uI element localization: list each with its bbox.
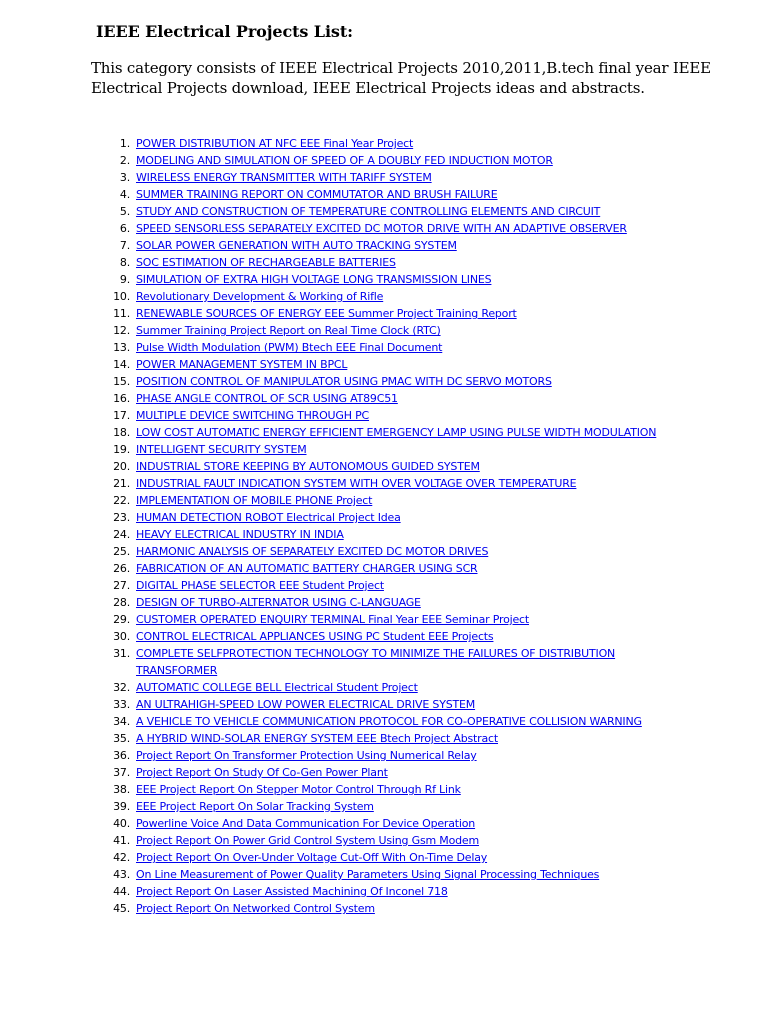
project-list-item bbox=[0, 764, 768, 781]
project-number: 1. bbox=[119, 137, 130, 150]
project-link[interactable]: PHASE ANGLE CONTROL OF SCR USING AT89C51 bbox=[136, 392, 398, 405]
project-number: 32. bbox=[113, 681, 130, 694]
project-list-item bbox=[0, 730, 768, 747]
project-number: 44. bbox=[113, 885, 130, 898]
project-link[interactable]: POWER MANAGEMENT SYSTEM IN BPCL bbox=[136, 358, 348, 371]
project-list-item bbox=[0, 441, 768, 458]
project-number: 12. bbox=[113, 324, 130, 337]
project-list-item bbox=[0, 475, 768, 492]
project-list-item bbox=[0, 237, 768, 254]
project-link[interactable]: SIMULATION OF EXTRA HIGH VOLTAGE LONG TRANSMISSION LINES bbox=[136, 273, 492, 286]
project-list-item bbox=[0, 526, 768, 543]
project-list-item bbox=[0, 628, 768, 645]
project-link[interactable]: MODELING AND SIMULATION OF SPEED OF A DOUBLY FED INDUCTION MOTOR bbox=[136, 154, 553, 167]
project-list-item bbox=[0, 645, 768, 679]
project-list-item bbox=[0, 203, 768, 220]
page-title: IEEE Electrical Projects List: bbox=[96, 22, 353, 41]
project-list-item bbox=[0, 900, 768, 917]
project-list-item bbox=[0, 492, 768, 509]
project-list-item bbox=[0, 543, 768, 560]
intro-paragraph: This category consists of IEEE Electrical Projects 2010,2011,B.tech final year IEEE Electrical Projects download, IEEE Electrical Projects ideas and abstracts. bbox=[91, 59, 711, 97]
project-link[interactable]: Project Report On Over-Under Voltage Cut-Off With On-Time Delay bbox=[136, 851, 488, 864]
project-list-item bbox=[0, 781, 768, 798]
project-link[interactable]: DESIGN OF TURBO-ALTERNATOR USING C-LANGUAGE bbox=[136, 596, 421, 609]
project-list-item bbox=[0, 560, 768, 577]
project-link[interactable]: SOC ESTIMATION OF RECHARGEABLE BATTERIES bbox=[136, 256, 396, 269]
project-number: 16. bbox=[113, 392, 130, 405]
project-link[interactable]: Project Report On Transformer Protection Using Numerical Relay bbox=[136, 749, 477, 762]
project-list-item bbox=[0, 696, 768, 713]
project-list-item bbox=[0, 254, 768, 271]
project-link[interactable]: On Line Measurement of Power Quality Parameters Using Signal Processing Techniques bbox=[136, 868, 600, 881]
project-list-item bbox=[0, 747, 768, 764]
project-link[interactable]: INTELLIGENT SECURITY SYSTEM bbox=[136, 443, 307, 456]
project-number: 22. bbox=[113, 494, 130, 507]
project-list-item bbox=[0, 577, 768, 594]
project-link[interactable]: LOW COST AUTOMATIC ENERGY EFFICIENT EMERGENCY LAMP USING PULSE WIDTH MODULATION bbox=[136, 426, 657, 439]
project-link[interactable]: AUTOMATIC COLLEGE BELL Electrical Student Project bbox=[136, 681, 418, 694]
project-link[interactable]: SPEED SENSORLESS SEPARATELY EXCITED DC MOTOR DRIVE WITH AN ADAPTIVE OBSERVER bbox=[136, 222, 627, 235]
project-number: 42. bbox=[113, 851, 130, 864]
project-list-item bbox=[0, 424, 768, 441]
project-link[interactable]: Project Report On Networked Control System bbox=[136, 902, 375, 915]
project-list-item bbox=[0, 271, 768, 288]
project-number: 28. bbox=[113, 596, 130, 609]
project-link[interactable]: Summer Training Project Report on Real Time Clock (RTC) bbox=[136, 324, 441, 337]
project-number: 14. bbox=[113, 358, 130, 371]
project-number: 21. bbox=[113, 477, 130, 490]
project-list-item bbox=[0, 373, 768, 390]
project-link[interactable]: AN ULTRAHIGH-SPEED LOW POWER ELECTRICAL DRIVE SYSTEM bbox=[136, 698, 476, 711]
project-number: 43. bbox=[113, 868, 130, 881]
project-list-item bbox=[0, 169, 768, 186]
project-list-item bbox=[0, 815, 768, 832]
project-link[interactable]: EEE Project Report On Stepper Motor Control Through Rf Link bbox=[136, 783, 461, 796]
project-list-item bbox=[0, 220, 768, 237]
project-link[interactable]: Pulse Width Modulation (PWM) Btech EEE Final Document bbox=[136, 341, 443, 354]
project-list-item bbox=[0, 356, 768, 373]
project-number: 38. bbox=[113, 783, 130, 796]
project-link[interactable]: EEE Project Report On Solar Tracking System bbox=[136, 800, 374, 813]
project-link[interactable]: INDUSTRIAL FAULT INDICATION SYSTEM WITH OVER VOLTAGE OVER TEMPERATURE bbox=[136, 477, 577, 490]
project-number: 17. bbox=[113, 409, 130, 422]
project-number: 13. bbox=[113, 341, 130, 354]
project-link[interactable]: CONTROL ELECTRICAL APPLIANCES USING PC Student EEE Projects bbox=[136, 630, 494, 643]
project-list-item bbox=[0, 390, 768, 407]
project-number: 6. bbox=[119, 222, 130, 235]
project-link[interactable]: POSITION CONTROL OF MANIPULATOR USING PMAC WITH DC SERVO MOTORS bbox=[136, 375, 552, 388]
project-link[interactable]: COMPLETE SELFPROTECTION TECHNOLOGY TO MINIMIZE THE FAILURES OF DISTRIBUTION TRANSFORMER bbox=[136, 647, 616, 677]
project-number: 2. bbox=[119, 154, 130, 167]
project-number: 20. bbox=[113, 460, 130, 473]
project-link[interactable]: POWER DISTRIBUTION AT NFC EEE Final Year Project bbox=[136, 137, 414, 150]
project-number: 8. bbox=[119, 256, 130, 269]
project-list-item bbox=[0, 849, 768, 866]
project-link[interactable]: HUMAN DETECTION ROBOT Electrical Project Idea bbox=[136, 511, 401, 524]
project-link[interactable]: FABRICATION OF AN AUTOMATIC BATTERY CHARGER USING SCR bbox=[136, 562, 478, 575]
project-list-item bbox=[0, 305, 768, 322]
project-number: 41. bbox=[113, 834, 130, 847]
project-number: 45. bbox=[113, 902, 130, 915]
project-list-item bbox=[0, 798, 768, 815]
project-list-item bbox=[0, 135, 768, 152]
project-number: 30. bbox=[113, 630, 130, 643]
project-link[interactable]: CUSTOMER OPERATED ENQUIRY TERMINAL Final Year EEE Seminar Project bbox=[136, 613, 530, 626]
project-number: 9. bbox=[119, 273, 130, 286]
project-number: 5. bbox=[119, 205, 130, 218]
project-link[interactable]: WIRELESS ENERGY TRANSMITTER WITH TARIFF SYSTEM bbox=[136, 171, 432, 184]
project-number: 29. bbox=[113, 613, 130, 626]
project-link[interactable]: INDUSTRIAL STORE KEEPING BY AUTONOMOUS GUIDED SYSTEM bbox=[136, 460, 480, 473]
project-number: 37. bbox=[113, 766, 130, 779]
project-list-item bbox=[0, 339, 768, 356]
project-number: 26. bbox=[113, 562, 130, 575]
project-list-item bbox=[0, 611, 768, 628]
project-number: 31. bbox=[113, 647, 130, 660]
project-link[interactable]: RENEWABLE SOURCES OF ENERGY EEE Summer Project Training Report bbox=[136, 307, 517, 320]
project-number: 25. bbox=[113, 545, 130, 558]
project-link[interactable]: A HYBRID WIND-SOLAR ENERGY SYSTEM EEE Btech Project Abstract bbox=[136, 732, 498, 745]
project-link[interactable]: DIGITAL PHASE SELECTOR EEE Student Project bbox=[136, 579, 384, 592]
project-number: 11. bbox=[113, 307, 130, 320]
project-list-item bbox=[0, 679, 768, 696]
project-link[interactable]: MULTIPLE DEVICE SWITCHING THROUGH PC bbox=[136, 409, 370, 422]
project-number: 18. bbox=[113, 426, 130, 439]
project-list-item bbox=[0, 458, 768, 475]
project-link[interactable]: SUMMER TRAINING REPORT ON COMMUTATOR AND BRUSH FAILURE bbox=[136, 188, 498, 201]
project-list-item bbox=[0, 883, 768, 900]
project-number: 15. bbox=[113, 375, 130, 388]
project-link[interactable]: HARMONIC ANALYSIS OF SEPARATELY EXCITED DC MOTOR DRIVES bbox=[136, 545, 489, 558]
project-number: 3. bbox=[119, 171, 130, 184]
project-link[interactable]: A VEHICLE TO VEHICLE COMMUNICATION PROTOCOL FOR CO-OPERATIVE COLLISION WARNING bbox=[136, 715, 642, 728]
project-number: 35. bbox=[113, 732, 130, 745]
project-list bbox=[0, 135, 768, 917]
project-number: 27. bbox=[113, 579, 130, 592]
project-number: 4. bbox=[119, 188, 130, 201]
project-number: 34. bbox=[113, 715, 130, 728]
project-number: 10. bbox=[113, 290, 130, 303]
project-list-item bbox=[0, 866, 768, 883]
project-list-item bbox=[0, 509, 768, 526]
project-number: 39. bbox=[113, 800, 130, 813]
project-number: 7. bbox=[119, 239, 130, 252]
project-list-item bbox=[0, 288, 768, 305]
project-link[interactable]: Project Report On Study Of Co-Gen Power Plant bbox=[136, 766, 388, 779]
project-link[interactable]: Project Report On Laser Assisted Machining Of Inconel 718 bbox=[136, 885, 448, 898]
project-list-item bbox=[0, 713, 768, 730]
project-list-item bbox=[0, 152, 768, 169]
project-number: 33. bbox=[113, 698, 130, 711]
project-link[interactable]: HEAVY ELECTRICAL INDUSTRY IN INDIA bbox=[136, 528, 344, 541]
project-link[interactable]: Revolutionary Development & Working of Rifle bbox=[136, 290, 384, 303]
project-link[interactable]: Powerline Voice And Data Communication For Device Operation bbox=[136, 817, 476, 830]
project-list-item bbox=[0, 322, 768, 339]
project-number: 19. bbox=[113, 443, 130, 456]
project-list-item bbox=[0, 594, 768, 611]
project-link[interactable]: Project Report On Power Grid Control System Using Gsm Modem bbox=[136, 834, 479, 847]
project-list-item bbox=[0, 186, 768, 203]
project-list-item bbox=[0, 832, 768, 849]
project-link[interactable]: SOLAR POWER GENERATION WITH AUTO TRACKING SYSTEM bbox=[136, 239, 457, 252]
project-number: 24. bbox=[113, 528, 130, 541]
project-number: 23. bbox=[113, 511, 130, 524]
project-link[interactable]: STUDY AND CONSTRUCTION OF TEMPERATURE CONTROLLING ELEMENTS AND CIRCUIT bbox=[136, 205, 601, 218]
project-list-item bbox=[0, 407, 768, 424]
project-number: 36. bbox=[113, 749, 130, 762]
project-number: 40. bbox=[113, 817, 130, 830]
project-link[interactable]: IMPLEMENTATION OF MOBILE PHONE Project bbox=[136, 494, 373, 507]
